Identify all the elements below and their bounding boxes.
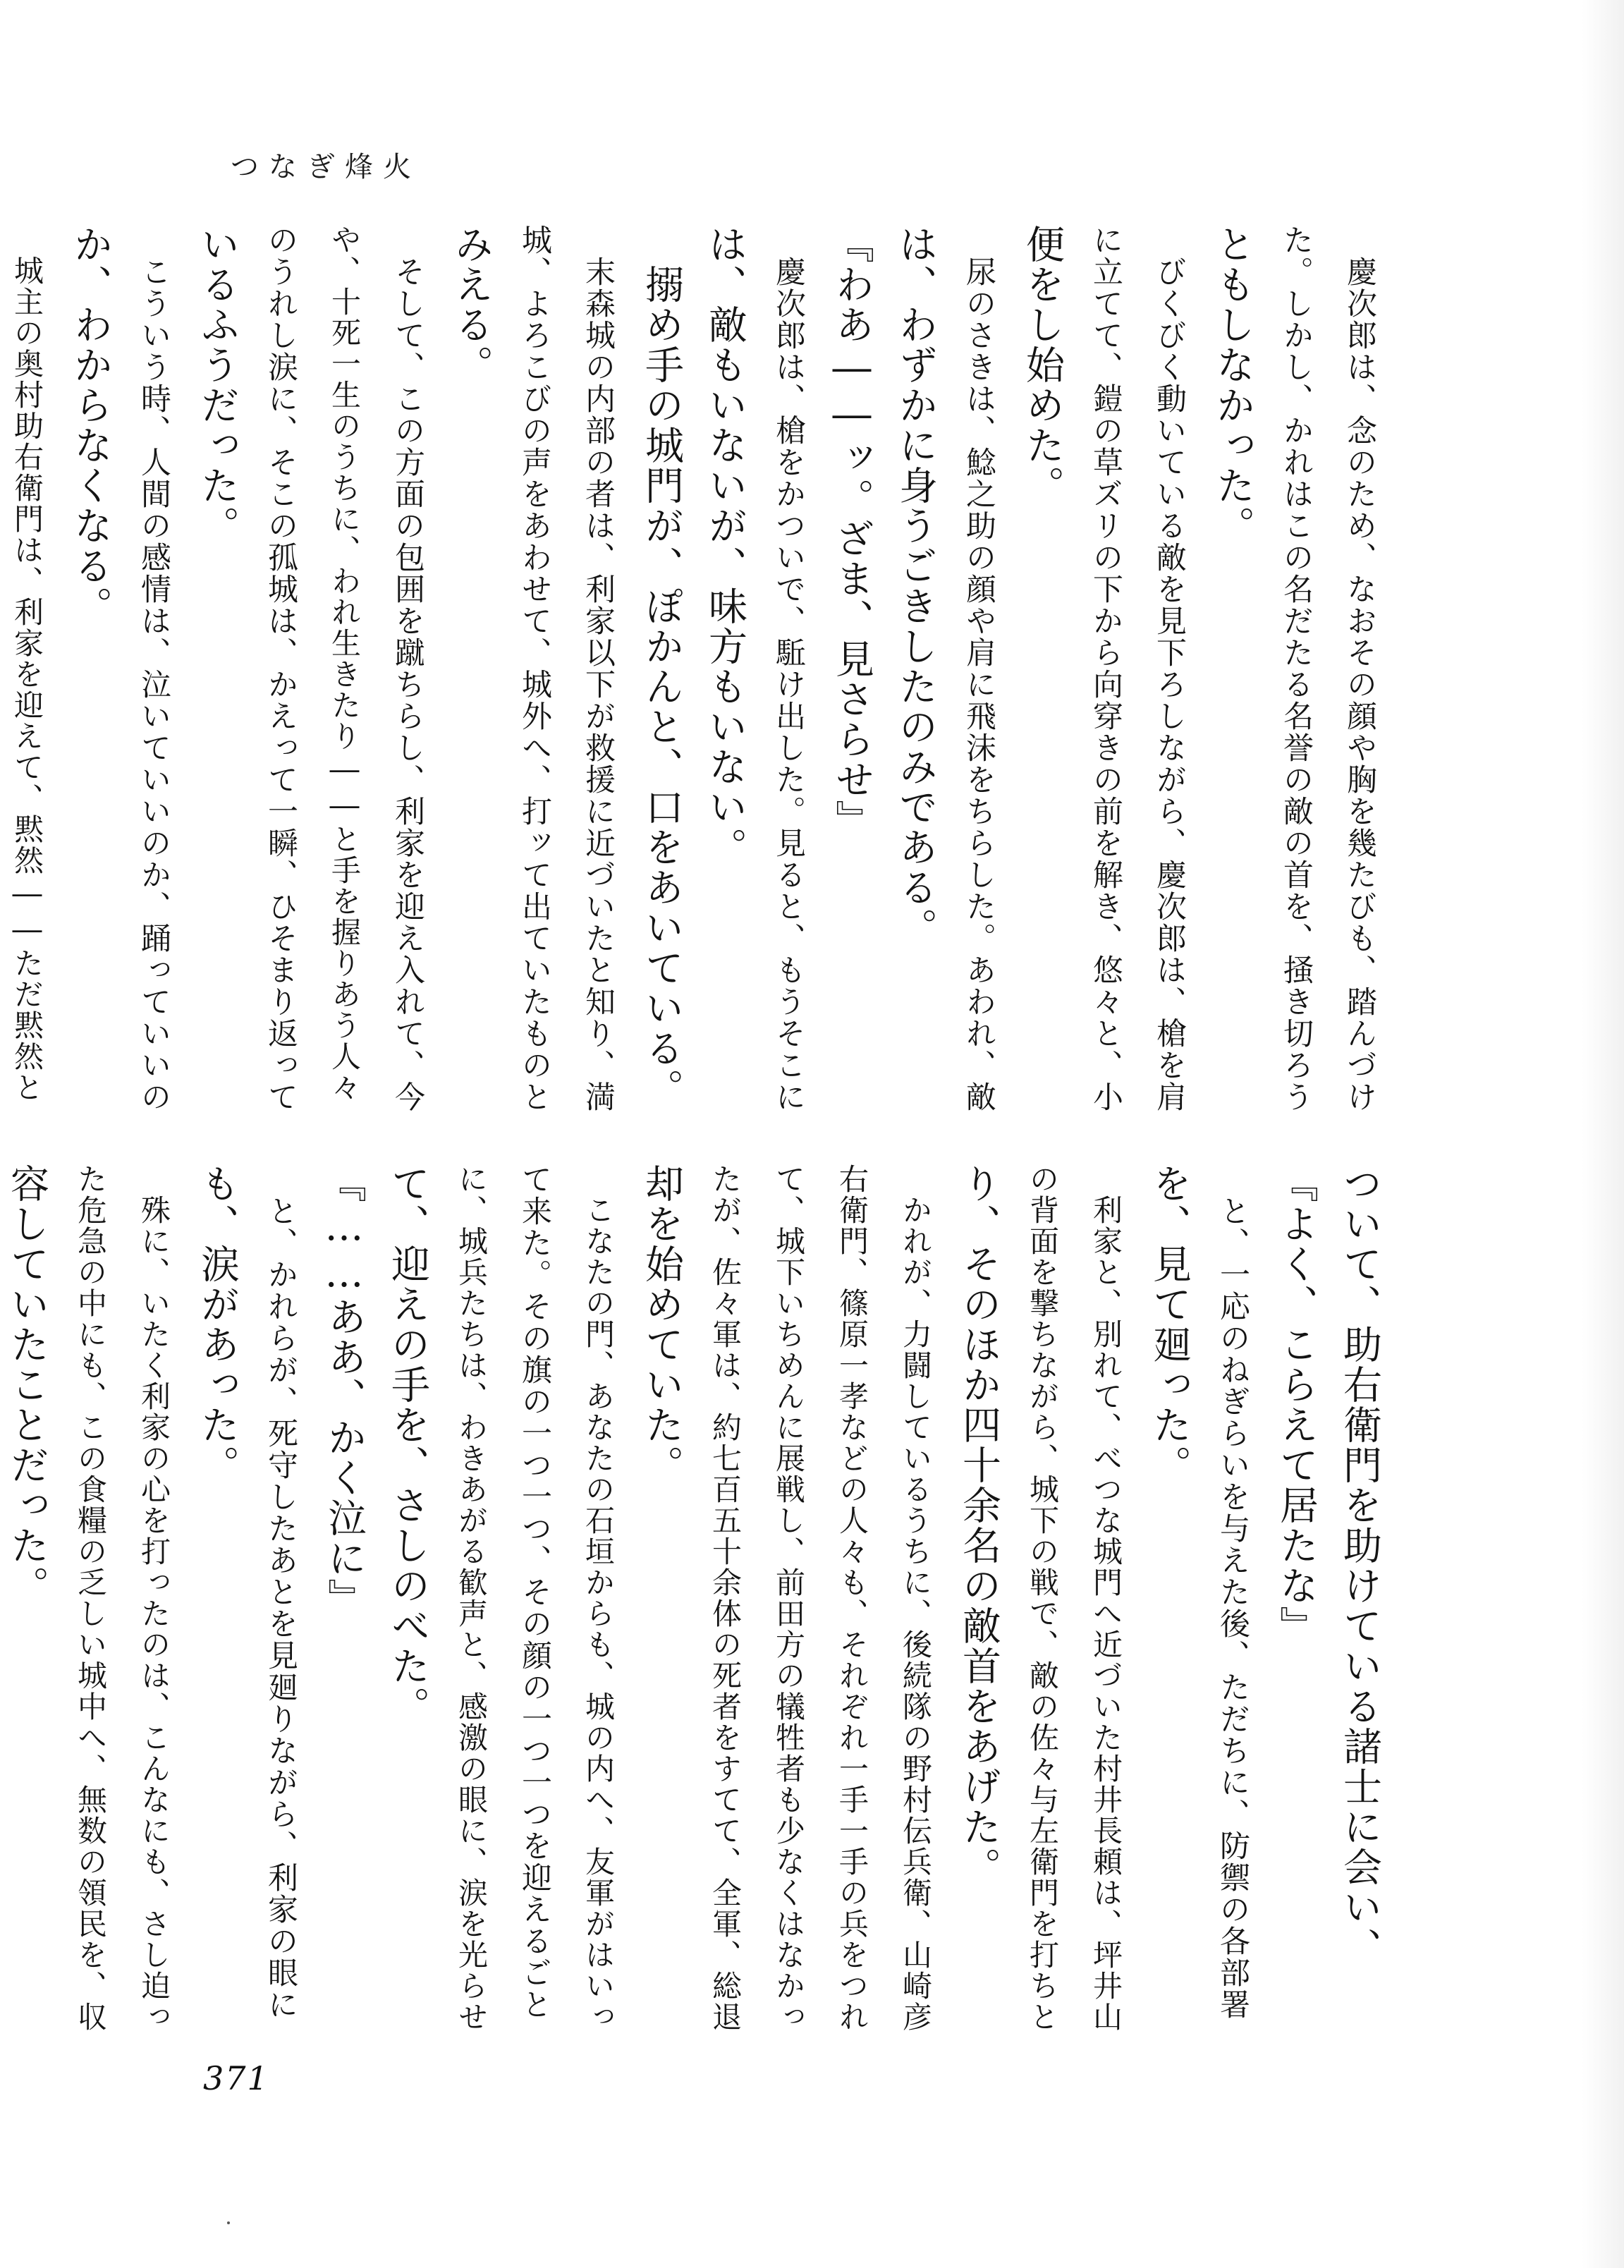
text-line: 慶次郎は、念のため、なおその顔や胸を幾たびも、踏んづけ [1342,224,1377,1113]
text-line: の背面を撃ちながら、城下の戦で、敵の佐々与左衛門を打ちと [1025,1164,1060,2032]
page-edge-shadow [1582,0,1624,2268]
running-head: つなぎ烽火 [231,151,421,183]
text-line: かれが、力闘しているうちに、後続隊の野村伝兵衛、山崎彦 [898,1164,933,2032]
text-line: て、城下いちめんに展戦し、前田方の犠牲者も少なくはなかっ [771,1164,806,2032]
text-line: り、そのほか四十余名の敵首をあげた。 [956,1164,1001,1887]
text-line: た。しかし、かれはこの名だたる名誉の敵の首を、掻き切ろう [1278,224,1314,1113]
text-line: や、十死一生のうちに、われ生きたり――と手を握りあう人々 [327,224,362,1103]
text-line: に、城兵たちは、わきあがる歓声と、感激の眼に、涙を光らせ [454,1164,489,2032]
text-line: は、敵もいないが、味方もいない。 [702,224,747,867]
text-line: 『わあ――ッ。ざま、見さらせ』 [829,224,874,840]
text-line: こなたの門、あなたの石垣からも、城の内へ、友軍がはいっ [581,1164,616,2032]
upper-text-block [0,224,1391,1113]
text-line: と、かれらが、死守したあとを見廻りながら、利家の眼に [263,1164,298,2020]
lower-text-block [0,1164,1391,2038]
text-line: 尿のさきは、鯰之助の顔や肩に飛沫をちらした。あわれ、敵 [961,224,996,1113]
text-line: は、わずかに身うごきしたのみである。 [893,224,938,948]
text-line: びくびく動いている敵を見下ろしながら、慶次郎は、槍を肩 [1152,224,1187,1113]
text-line: たが、佐々軍は、約七百五十余体の死者をすてて、全軍、総退 [708,1164,743,2032]
text-line: も、涙があった。 [195,1164,240,1485]
text-line: 却を始めていた。 [639,1164,684,1485]
text-line: に立てて、鎧の草ズリの下から向穿きの前を解き、悠々と、小 [1088,224,1123,1113]
text-line: いるふうだった。 [195,224,240,546]
text-line: みえる。 [448,224,494,385]
text-line: 便をし始めた。 [1020,224,1065,506]
text-line: 殊に、いたく利家の心を打ったのは、こんなにも、さし迫っ [137,1164,171,2032]
text-line: ともしなかった。 [1210,224,1255,546]
text-line: 搦め手の城門が、ぽかんと、口をあいている。 [639,224,684,1109]
page-number: 371 [203,2059,269,2097]
text-line: 慶次郎は、槍をかついで、駈け出した。見ると、もうそこに [771,224,806,1113]
text-line: と、一応のねぎらいを与えた後、ただちに、防禦の各部署 [1215,1164,1250,2020]
text-line: 右衛門、篠原一孝などの人々も、それぞれ一手一手の兵をつれ [835,1164,869,2032]
text-line: 『よく、こらえて居たな』 [1274,1164,1319,1646]
text-line: た危急の中にも、この食糧の乏しい城中へ、無数の領民を、収 [73,1164,108,2032]
text-line: のうれし涙に、そこの孤城は、かえって一瞬、ひそまり返って [263,224,298,1113]
text-line: て来た。その旗の一つ一つ、その顔の一つ一つを迎えるごと [517,1164,552,2020]
text-line: ついて、助右衛門を助けている諸士に会い、 [1337,1164,1382,1968]
text-line: そして、この方面の包囲を蹴ちらし、利家を迎え入れて、今 [390,224,425,1113]
text-line: か、わからなくなる。 [68,224,113,626]
text-line: こういう時、人間の感情は、泣いていいのか、踊っていいの [136,224,171,1113]
text-line: て、迎えの手を、さしのべた。 [385,1164,430,1726]
text-line: 容していたことだった。 [4,1164,49,1606]
text-line: を、見て廻った。 [1147,1164,1192,1485]
text-line: 城、よろこびの声をあわせて、城外へ、打ッて出ていたものと [517,224,552,1113]
text-line: 末森城の内部の者は、利家以下が救援に近づいたと知り、満 [580,224,616,1113]
text-line: 『……ああ、かく泣に』 [322,1164,367,1618]
text-line: 利家と、別れて、べつな城門へ近づいた村井長頼は、坪井山 [1089,1164,1123,2032]
text-line: 城主の奥村助右衛門は、利家を迎えて、黙然――ただ黙然と [10,224,44,1103]
scan-speck [227,2221,230,2224]
